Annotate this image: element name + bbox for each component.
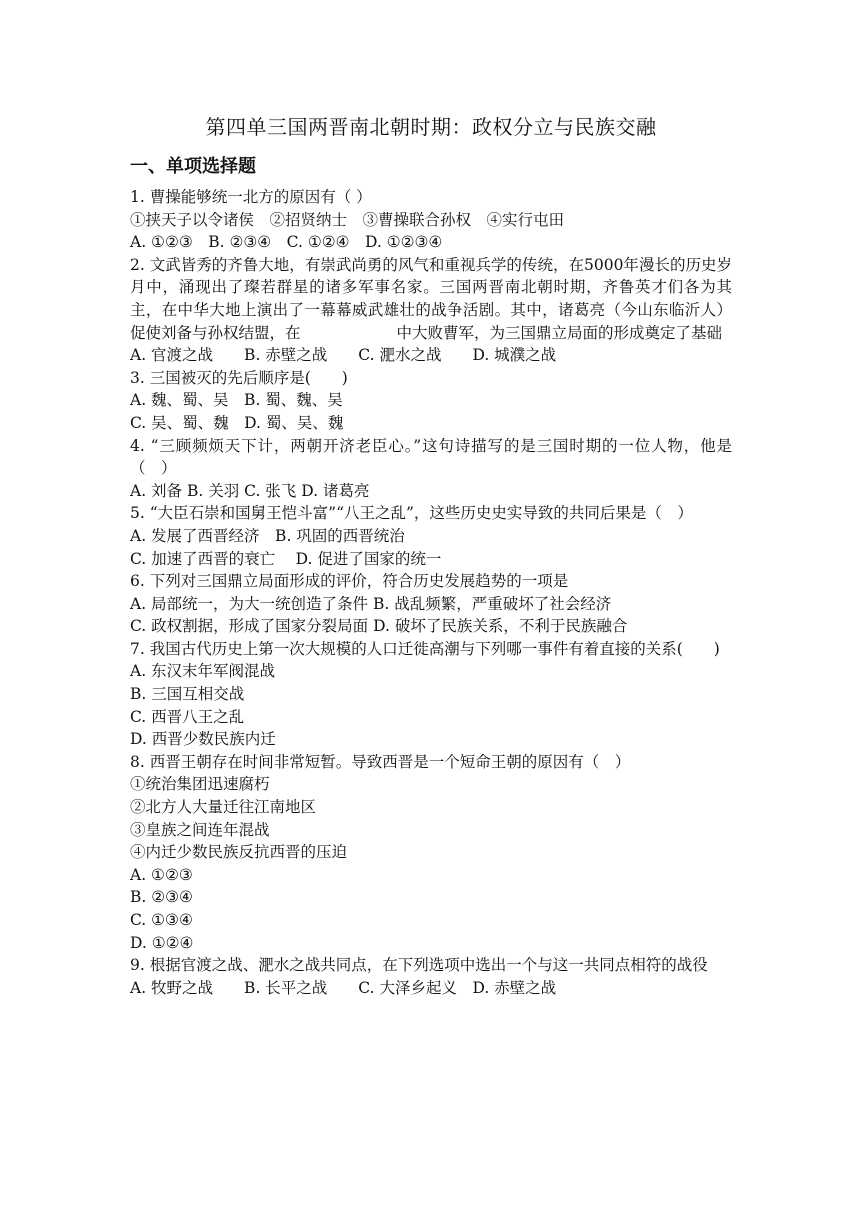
question-3 <box>130 367 732 435</box>
question-statement: ②北方人大量迁往江南地区 <box>130 798 317 817</box>
question-stem: 9. 根据官渡之战、淝水之战共同点，在下列选项中选出一个与这一共同点相符的战役 <box>130 956 708 975</box>
question-5 <box>130 502 732 570</box>
question-stem: 6. 下列对三国鼎立局面形成的评价，符合历史发展趋势的一项是 <box>130 572 569 591</box>
answer-options: C. 加速了西晋的衰亡 D. 促进了国家的统一 <box>130 549 442 568</box>
answer-option: C. 西晋八王之乱 <box>130 707 245 726</box>
answer-options: C. 吴、蜀、魏 D. 蜀、吴、魏 <box>130 413 344 432</box>
answer-options: A. 刘备 B. 关羽 C. 张飞 D. 诸葛亮 <box>130 481 370 500</box>
question-stem: 3. 三国被灭的先后顺序是( ) <box>130 368 348 387</box>
answer-options: A. 发展了西晋经济 B. 巩固的西晋统治 <box>130 526 405 545</box>
answer-options: A. 局部统一，为大一统创造了条件 B. 战乱频繁，严重破坏了社会经济 <box>130 594 612 613</box>
answer-option: B. 三国互相交战 <box>130 685 245 704</box>
answer-option: D. 西晋少数民族内迁 <box>130 730 276 749</box>
question-stem-part-1: 2. 文武皆秀的齐鲁大地，有崇武尚勇的风气和重视兵学的传统，在5000年漫长的历史岁月中，涌现出了璨若群星的诸多军事名家。三国两晋南北朝时期，齐鲁英才们各为其主，在中华大地上演出了一幕幕威武雄壮的战争活剧。其中，诸葛亮（今山东临沂人）促使刘备与孙权结盟，在 <box>130 255 732 342</box>
answer-option: A. ①②③ <box>130 865 193 884</box>
question-1 <box>130 186 732 254</box>
section-heading: 一、单项选择题 <box>130 156 256 177</box>
answer-option: C. ①③④ <box>130 911 193 929</box>
answer-options: C. 政权割据，形成了国家分裂局面 D. 破坏了民族关系，不利于民族融合 <box>130 617 628 636</box>
question-2 <box>130 254 732 367</box>
question-stem: 5. “大臣石崇和国舅王恺斗富”“八王之乱”，这些历史史实导致的共同后果是（ ） <box>130 504 693 523</box>
document-page <box>130 112 732 999</box>
answer-options: A. 魏、蜀、吴 B. 蜀、魏、吴 <box>130 391 343 410</box>
question-7 <box>130 638 732 751</box>
answer-option: B. ②③④ <box>130 888 193 907</box>
question-4 <box>130 435 732 503</box>
question-8 <box>130 751 732 954</box>
answer-options: A. 牧野之战 B. 长平之战 C. 大泽乡起义 D. 赤壁之战 <box>130 978 557 997</box>
answer-option: A. 东汉末年军阀混战 <box>130 662 276 681</box>
question-statements: ①挟天子以令诸侯 ②招贤纳士 ③曹操联合孙权 ④实行屯田 <box>130 210 565 229</box>
question-stem-part-2: 中大败曹军，为三国鼎立局面的形成奠定了基础 <box>396 323 723 342</box>
answer-options: A. ①②③ B. ②③④ C. ①②④ D. ①②③④ <box>130 233 443 252</box>
question-stem: 1. 曹操能够统一北方的原因有（ ） <box>130 188 372 206</box>
answer-options: A. 官渡之战 B. 赤壁之战 C. 淝水之战 D. 城濮之战 <box>130 346 557 365</box>
page-title: 第四单三国两晋南北朝时期：政权分立与民族交融 <box>205 115 657 139</box>
question-stem: 7. 我国古代历史上第一次大规模的人口迁徙高潮与下列哪一事件有着直接的关系( ) <box>130 639 720 658</box>
question-statement: ③皇族之间连年混战 <box>130 820 270 839</box>
question-stem: 4. “三顾频烦天下计，两朝开济老臣心。”这句诗描写的是三国时期的一位人物，他是（ ） <box>130 436 732 478</box>
question-stem: 8. 西晋王朝存在时间非常短暂。导致西晋是一个短命王朝的原因有（ ） <box>130 752 631 771</box>
question-9 <box>130 954 732 999</box>
question-statement: ④内迁少数民族反抗西晋的压迫 <box>130 843 348 862</box>
question-6 <box>130 570 732 638</box>
question-stem <box>130 254 732 344</box>
question-statement: ①统治集团迅速腐朽 <box>130 775 270 794</box>
answer-option: D. ①②④ <box>130 933 194 952</box>
